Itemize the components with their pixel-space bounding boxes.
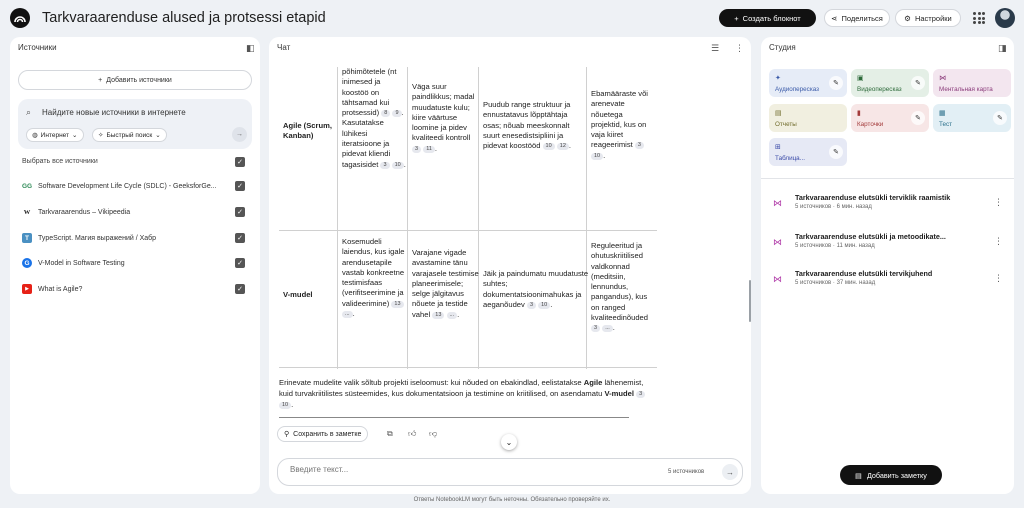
create-notebook-button[interactable]: [719, 9, 816, 27]
video-icon: ▣: [857, 75, 864, 82]
table-cell: Ebamääraste või arenevate nõuetega projektid, kus on vaja kiiret reageerimist 3 10 .: [591, 89, 648, 160]
apps-grid-icon[interactable]: [973, 12, 985, 24]
table-cell: Kosemudeli laiendus, kus igale arendusetapile vastab konkreetne testimisfaas (verifitseerimine ja valideerimine) 13 ... .: [342, 237, 405, 319]
citation-chip[interactable]: ...: [342, 311, 353, 318]
table-cell: Väga suur paindlikkus; madal muudatuste kulu; kiire väärtuse loomine ja pidev kvaliteedi kontroll 3 11 .: [412, 82, 475, 153]
thumbs-down-icon[interactable]: 👎︎: [429, 429, 438, 438]
chevron-down-icon: ⌄: [155, 132, 161, 139]
add-note-button[interactable]: [840, 465, 942, 485]
table-row: [279, 67, 657, 231]
note-item[interactable]: [773, 269, 1003, 291]
tile-label: Тест: [939, 121, 953, 128]
citation-chip[interactable]: ...: [602, 325, 613, 332]
edit-icon[interactable]: ✎: [911, 111, 925, 125]
note-item[interactable]: [773, 193, 1003, 215]
flashcards-tile[interactable]: [851, 104, 929, 132]
disclaimer-footer: Ответы NotebookLM могут быть неточны. Обязательно проверяйте их.: [413, 497, 611, 503]
citation-chip[interactable]: 3: [636, 391, 645, 398]
note-title: Tarkvaraarenduse elutsükli tervikjuhend: [795, 269, 933, 278]
summary-text: Erinevate mudelite valik sõltub projekti iseloomust: kui nõuded on ebakindlad, eelistatakse: [279, 378, 582, 387]
plus-icon: +: [98, 76, 103, 84]
web-page-icon: G: [22, 258, 32, 268]
settings-label: Настройки: [914, 13, 952, 23]
citation-chip[interactable]: 10: [591, 153, 603, 160]
source-checkbox[interactable]: ✓: [235, 233, 245, 243]
summary-text: lähenemist, kuid turvakriitilistes süsteemides, kus dokumentatsioon ja testimine on kriitilised, on asendamatu: [279, 378, 644, 398]
table-cell: põhimõtetele (nt inimesed ja koostöö on tähtsamad kui protsessid) 8 9 . Kasutatakse lühikesi iteratsioone ja pidevat kliendi tagasisidet 3 10 .: [342, 67, 406, 169]
studio-panel: [761, 37, 1014, 494]
source-checkbox[interactable]: ✓: [235, 258, 245, 268]
table-cell-model: V-mudel: [283, 290, 313, 299]
notebook-title[interactable]: Tarkvaraarenduse alused ja protsessi etapid: [42, 10, 326, 26]
add-note-label: Добавить заметку: [866, 470, 927, 480]
table-icon: ⊞: [775, 144, 781, 151]
pin-icon: ⚲: [284, 431, 290, 438]
tune-icon[interactable]: ☰: [711, 43, 720, 53]
source-item[interactable]: [22, 283, 232, 295]
table-cell-model: Agile (Scrum, Kanban): [283, 121, 332, 141]
citation-chip[interactable]: 10: [279, 402, 291, 409]
citation-chip[interactable]: 11: [423, 146, 435, 153]
source-item-label: Tarkvaraarendus – Vikipeedia: [38, 208, 131, 216]
habr-icon: T: [22, 233, 32, 243]
wikipedia-icon: W: [23, 208, 31, 216]
cell-text: põhimõtetele (nt inimesed ja koostöö on tähtsamad kui protsessid): [342, 67, 397, 118]
reports-tile[interactable]: [769, 104, 847, 132]
cell-text: Reguleeritud ja ohutuskriitilised valdkonnad (meditsiin, lennundus, pangandus), kus on ranged kvaliteedinõuded: [591, 241, 648, 323]
globe-icon: ◍: [32, 132, 38, 139]
source-item[interactable]: [22, 257, 232, 269]
collapse-panel-icon[interactable]: ◨: [998, 43, 1007, 53]
tile-label: Ментальная карта: [939, 86, 993, 93]
note-icon: ▤: [855, 470, 862, 480]
share-icon: ⋖: [831, 13, 838, 23]
citation-chip[interactable]: 13: [432, 312, 444, 319]
thumbs-up-icon[interactable]: 👍︎: [408, 429, 417, 438]
table-cell: Jäik ja paindumatu muudatuste suhtes; dokumentatsioonimahukas ja aeganõudev 3 10 .: [483, 269, 589, 309]
more-vert-icon[interactable]: ⋮: [994, 236, 1003, 246]
web-source-label: Интернет: [40, 131, 70, 139]
sources-panel: [10, 37, 260, 494]
citation-chip[interactable]: 8: [381, 110, 390, 117]
top-bar: [0, 0, 1024, 36]
cell-text: Varajane vigade avastamine tänu varajasele testimise planeerimisele; selge jälgitavus nõuete ja testide vahel: [412, 248, 479, 319]
more-vert-icon[interactable]: ⋮: [994, 197, 1003, 207]
search-submit-button[interactable]: →: [232, 127, 247, 142]
gear-icon: ⚙: [904, 13, 911, 23]
copy-icon[interactable]: ⧉: [387, 429, 393, 438]
share-label: Поделиться: [841, 13, 883, 23]
audio-icon: ✦: [775, 75, 781, 82]
chat-title: Чат: [277, 43, 291, 52]
quiz-icon: ▦: [939, 110, 946, 117]
avatar[interactable]: [995, 8, 1015, 28]
answer-summary: Erinevate mudelite valik sõltub projekti iseloomust: kui nõuded on ebakindlad, eelistatakse Agile lähenemist, kuid turvakriitilistes süsteemides, kus dokumentatsioon ja testimine on kriitilised, on asendamatu V-mudel 3 10 .: [279, 378, 644, 409]
save-to-note-label: Сохранить в заметке: [293, 430, 362, 438]
cell-text: Puudub range struktuur ja ennustatavus lõpptähtaja osas; nõuab meeskonnalt suurt enesedistsipliini ja pidevat koostööd: [483, 100, 571, 151]
settings-button[interactable]: [895, 9, 961, 27]
chat-input-box: [277, 458, 743, 486]
tile-label: Карточки: [857, 121, 884, 128]
chat-input[interactable]: [290, 465, 590, 474]
search-mode-dropdown[interactable]: [92, 128, 167, 142]
more-vert-icon[interactable]: ⋮: [735, 43, 744, 53]
plus-icon: +: [734, 13, 739, 23]
search-icon: ⌕: [26, 107, 32, 117]
mind-map-tile[interactable]: [933, 69, 1011, 97]
source-item-label: Software Development Life Cycle (SDLC) - GeeksforGe...: [38, 182, 217, 190]
source-item[interactable]: [22, 232, 232, 244]
quiz-tile[interactable]: [933, 104, 1011, 132]
note-item[interactable]: [773, 232, 1003, 254]
citation-chip[interactable]: 9: [392, 110, 401, 117]
note-title: Tarkvaraarenduse elutsükli ja metoodikate...: [795, 232, 946, 241]
cell-text: Kosemudeli laiendus, kus igale arendusetapile vastab konkreetne testimisfaas (verifitseerimine ja valideerimine): [342, 237, 405, 308]
edit-icon[interactable]: ✎: [993, 111, 1007, 125]
more-vert-icon[interactable]: ⋮: [994, 273, 1003, 283]
divider: [279, 417, 629, 418]
tile-label: Отчеты: [775, 121, 797, 128]
citation-chip[interactable]: 3: [527, 302, 536, 309]
mind-map-icon: ⋈: [773, 237, 782, 247]
sparkle-search-icon: ✧: [98, 132, 104, 139]
citation-chip[interactable]: 10: [538, 302, 550, 309]
select-all-checkbox[interactable]: ✓: [235, 157, 245, 167]
chat-panel: [269, 37, 751, 494]
select-all-label: Выбрать все источники: [22, 158, 98, 165]
source-checkbox[interactable]: ✓: [235, 207, 245, 217]
report-icon: ▤: [775, 110, 782, 117]
collapse-panel-icon[interactable]: ◧: [246, 43, 255, 53]
citation-chip[interactable]: 13: [391, 301, 403, 308]
geeksforgeeks-icon: GG: [22, 182, 33, 190]
source-item-label: What is Agile?: [38, 285, 83, 293]
mind-map-icon: ⋈: [773, 274, 782, 284]
tile-label: Видеопересказ: [857, 86, 902, 93]
sources-title: Источники: [18, 43, 57, 52]
save-to-note-button[interactable]: [277, 426, 368, 442]
scroll-down-button[interactable]: ⌄: [501, 434, 517, 450]
flashcards-icon: ▮: [857, 110, 861, 117]
citation-chip[interactable]: 3: [412, 146, 421, 153]
web-search-box: [18, 99, 252, 149]
source-count: 5 источников: [668, 469, 705, 475]
summary-bold: Agile: [583, 378, 603, 387]
cell-text: Jäik ja paindumatu muudatuste suhtes; dokumentatsioonimahukas ja aeganõudev: [483, 269, 589, 309]
web-source-dropdown[interactable]: [26, 128, 84, 142]
note-subtitle: 5 источников · 37 мин. назад: [795, 280, 876, 286]
source-checkbox[interactable]: ✓: [235, 181, 245, 191]
tile-label: Аудиопересказ: [775, 86, 820, 93]
source-item-label: TypeScript. Магия выражений / Хабр: [38, 234, 157, 242]
table-cell: Puudub range struktuur ja ennustatavus lõpptähtaja osas; nõuab meeskonnalt suurt enesedistsipliini ja pidevat koostööd 10 12 .: [483, 100, 572, 151]
web-search-input[interactable]: Найдите новые источники в интернете: [42, 108, 186, 117]
summary-bold: V-mudel: [604, 389, 634, 398]
chevron-down-icon: ⌄: [72, 132, 78, 139]
table-cell: Reguleeritud ja ohutuskriitilised valdkonnad (meditsiin, lennundus, pangandus), kus on ranged kvaliteedinõuded 3 ... .: [591, 241, 648, 333]
cell-text: Ebamääraste või arenevate nõuetega projektid, kus on vaja kiiret reageerimist: [591, 89, 648, 150]
source-item[interactable]: [22, 180, 232, 192]
citation-chip[interactable]: 3: [380, 162, 389, 169]
send-button[interactable]: →: [722, 464, 738, 480]
citation-chip[interactable]: 12: [557, 143, 569, 150]
tile-label: Таблица...: [775, 155, 805, 162]
citation-chip[interactable]: 10: [543, 143, 555, 150]
table-cell: Varajane vigade avastamine tänu varajasele testimise planeerimisele; selge jälgitavus nõuete ja testide vahel 13 ... .: [412, 248, 479, 319]
divider: [761, 178, 1014, 179]
share-button[interactable]: [824, 9, 890, 27]
table-row: [279, 232, 657, 368]
audio-overview-tile[interactable]: [769, 69, 847, 97]
citation-chip[interactable]: 3: [635, 142, 644, 149]
edit-icon[interactable]: ✎: [911, 76, 925, 90]
mind-map-icon: ⋈: [773, 198, 782, 208]
citation-chip[interactable]: ...: [447, 312, 458, 319]
citation-chip[interactable]: 3: [591, 325, 600, 332]
note-title: Tarkvaraarenduse elutsükli terviklik raamistik: [795, 193, 951, 202]
source-checkbox[interactable]: ✓: [235, 284, 245, 294]
studio-title: Студия: [769, 43, 796, 52]
add-sources-button[interactable]: [18, 70, 252, 90]
chat-scrollbar[interactable]: [749, 280, 751, 322]
data-table-tile[interactable]: [769, 138, 847, 166]
video-overview-tile[interactable]: [851, 69, 929, 97]
edit-icon[interactable]: ✎: [829, 145, 843, 159]
cell-text: Kasutatakse lühikesi iteratsioone ja pidevat kliendi tagasisidet: [342, 118, 391, 169]
mind-map-icon: ⋈: [939, 75, 946, 82]
notebooklm-logo-icon[interactable]: [10, 8, 30, 28]
source-item[interactable]: [22, 206, 232, 218]
edit-icon[interactable]: ✎: [829, 76, 843, 90]
citation-chip[interactable]: 10: [392, 162, 404, 169]
source-item-label: V-Model in Software Testing: [38, 259, 125, 267]
youtube-icon: ▶: [22, 284, 32, 294]
note-subtitle: 5 источников · 6 мин. назад: [795, 204, 872, 210]
search-mode-label: Быстрый поиск: [106, 131, 153, 139]
note-subtitle: 5 источников · 11 мин. назад: [795, 243, 875, 249]
create-notebook-label: Создать блокнот: [742, 13, 801, 23]
add-sources-label: Добавить источники: [106, 76, 172, 84]
cell-text: Väga suur paindlikkus; madal muudatuste kulu; kiire väärtuse loomine ja pidev kvaliteedi kontroll: [412, 82, 475, 143]
